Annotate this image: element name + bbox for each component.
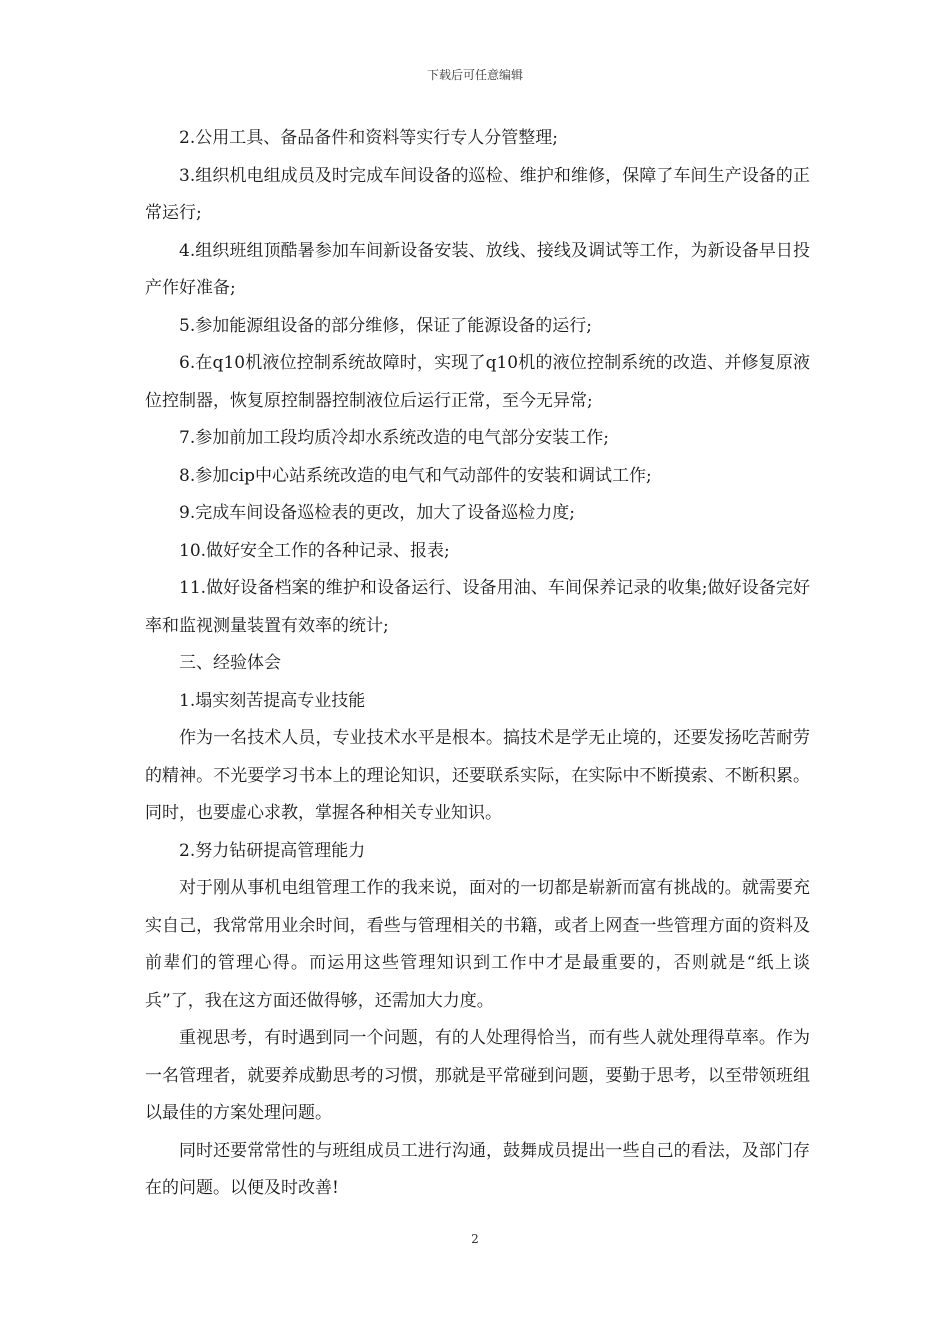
document-body <box>145 120 810 1208</box>
subsection-heading: 2.努力钻研提高管理能力 <box>179 840 366 861</box>
paragraph: 重视思考，有时遇到同一个问题，有的人处理得恰当，而有些人就处理得草率。作为一名管理者，就要养成勤思考的习惯，那就是平常碰到问题，要勤于思考，以至带领班组以最佳的方案处理问题。 <box>145 1028 810 1123</box>
paragraph: 7.参加前加工段均质冷却水系统改造的电气部分安装工作; <box>179 428 609 448</box>
page-number: 2 <box>471 1232 479 1246</box>
paragraph: 2.公用工具、备品备件和资料等实行专人分管整理; <box>179 128 558 148</box>
paragraph: 3.组织机电组成员及时完成车间设备的巡检、维护和维修，保障了车间生产设备的正常运行; <box>145 165 810 223</box>
subsection-heading: 1.塌实刻苦提高专业技能 <box>179 690 366 711</box>
section-heading: 三、经验体会 <box>179 653 281 673</box>
paragraph: 10.做好安全工作的各种记录、报表; <box>179 540 450 561</box>
paragraph: 6.在q10机液位控制系统故障时，实现了q10机的液位控制系统的改造、并修复原液位控制器，恢复原控制器控制液位后运行正常，至今无异常; <box>145 353 810 411</box>
paragraph: 对于刚从事机电组管理工作的我来说，面对的一切都是崭新而富有挑战的。就需要充实自己，我常常用业余时间，看些与管理相关的书籍，或者上网查一些管理方面的资料及前辈们的管理心得。而运用这些管理知识到工作中才是最重要的，否则就是“纸上谈兵”了，我在这方面还做得够，还需加大力度。 <box>145 878 810 1011</box>
paragraph: 同时还要常常性的与班组成员工进行沟通，鼓舞成员提出一些自己的看法，及部门存在的问题。以便及时改善! <box>145 1140 810 1198</box>
paragraph: 9.完成车间设备巡检表的更改，加大了设备巡检力度; <box>179 503 575 523</box>
paragraph: 8.参加cip中心站系统改造的电气和气动部件的安装和调试工作; <box>179 465 652 486</box>
paragraph: 11.做好设备档案的维护和设备运行、设备用油、车间保养记录的收集;做好设备完好率和监视测量装置有效率的统计; <box>145 578 810 636</box>
paragraph: 作为一名技术人员，专业技术水平是根本。搞技术是学无止境的，还要发扬吃苦耐劳的精神。不光要学习书本上的理论知识，还要联系实际，在实际中不断摸索、不断积累。同时，也要虚心求教，掌握各种相关专业知识。 <box>145 728 810 823</box>
paragraph: 5.参加能源组设备的部分维修，保证了能源设备的运行; <box>179 315 592 336</box>
paragraph: 4.组织班组顶酷暑参加车间新设备安装、放线、接线及调试等工作，为新设备早日投产作好准备; <box>145 240 810 298</box>
page-header: 下载后可任意编辑 <box>426 68 523 82</box>
